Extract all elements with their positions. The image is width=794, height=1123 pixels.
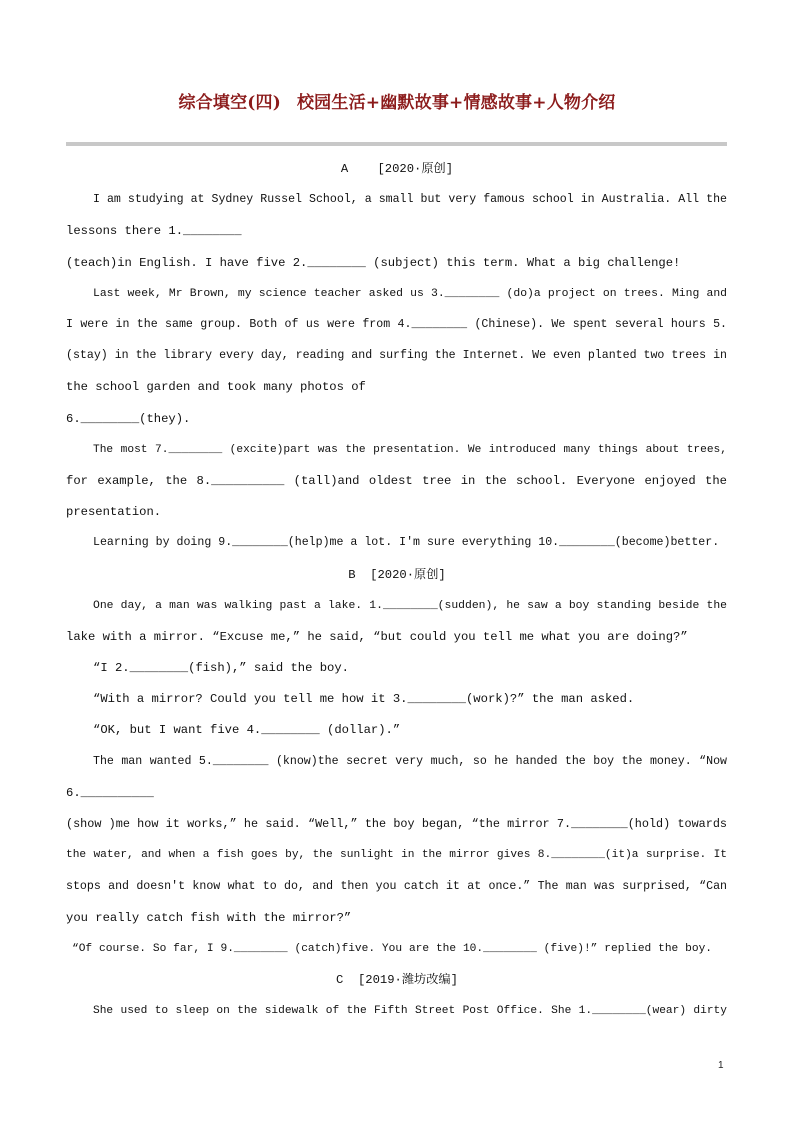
section-a-heading: A [2020·原创] <box>340 162 454 176</box>
section-b-line: The man wanted 5.________ (know)the secret very much, so he handed the boy the money. “Now <box>93 755 727 768</box>
section-b-line: One day, a man was walking past a lake. 1.________(sudden), he saw a boy standing beside the <box>93 600 727 612</box>
section-b-line: “OK, but I want five 4.________ (dollar).” <box>93 723 401 737</box>
page-title <box>0 88 794 113</box>
section-c-heading: C [2019·潍坊改编] <box>336 973 458 987</box>
title-divider <box>66 142 727 146</box>
section-b-line: stops and doesn't know what to do, and then you catch it at once.” The man was surprised, “Can <box>66 880 727 893</box>
section-b-line: (show )me how it works,” he said. “Well,” the boy began, “the mirror 7.________(hold) towards <box>66 817 727 831</box>
section-b-line: “Of course. So far, I 9.________ (catch)five. You are the 10.________ (five)!” replied the boy. <box>72 943 712 955</box>
section-a-line: (teach)in English. I have five 2.________ (subject) this term. What a big challenge! <box>66 256 681 270</box>
section-a-line: Last week, Mr Brown, my science teacher asked us 3.________ (do)a project on trees. Ming and <box>93 288 727 300</box>
section-a-line: I am studying at Sydney Russel School, a small but very famous school in Australia. All the <box>93 193 727 206</box>
section-b-line: 6.__________ <box>66 786 154 800</box>
section-c-line: She used to sleep on the sidewalk of the Fifth Street Post Office. She 1.________(wear) dirty <box>93 1005 727 1017</box>
section-a-line: the school garden and took many photos of <box>66 380 366 394</box>
section-a-line: The most 7.________ (excite)part was the presentation. We introduced many things about trees, <box>93 444 727 456</box>
section-b-heading: B [2020·原创] <box>348 568 446 582</box>
section-b-line: lake with a mirror. “Excuse me,” he said, “but could you tell me what you are doing?” <box>66 630 688 644</box>
section-a-line: (stay) in the library every day, reading and surfing the Internet. We even planted two trees in <box>66 349 727 362</box>
section-a-line: 6.________(they). <box>66 412 191 426</box>
page-number: 1 <box>718 1060 724 1071</box>
title-subtitle: 校园生活+幽默故事+情感故事+人物介绍 <box>296 93 616 113</box>
section-a-line: lessons there 1.________ <box>66 224 242 238</box>
section-a-line: Learning by doing 9.________(help)me a lot. I'm sure everything 10.________(become)better. <box>93 536 720 549</box>
section-a-line: I were in the same group. Both of us were from 4.________ (Chinese). We spent several hours 5. <box>66 318 727 331</box>
section-b-line: you really catch fish with the mirror?” <box>66 911 352 925</box>
section-b-line: the water, and when a fish goes by, the sunlight in the mirror gives 8.________(it)a surprise. It <box>66 849 727 861</box>
section-a-line: presentation. <box>66 505 162 519</box>
section-a-line: for example, the 8.__________ (tall)and oldest tree in the school. Everyone enjoyed the <box>66 474 727 488</box>
title-main: 综合填空(四) <box>178 93 281 113</box>
section-b-line: “With a mirror? Could you tell me how it 3.________(work)?” the man asked. <box>93 692 635 706</box>
section-b-line: “I 2.________(fish),” said the boy. <box>93 661 349 675</box>
